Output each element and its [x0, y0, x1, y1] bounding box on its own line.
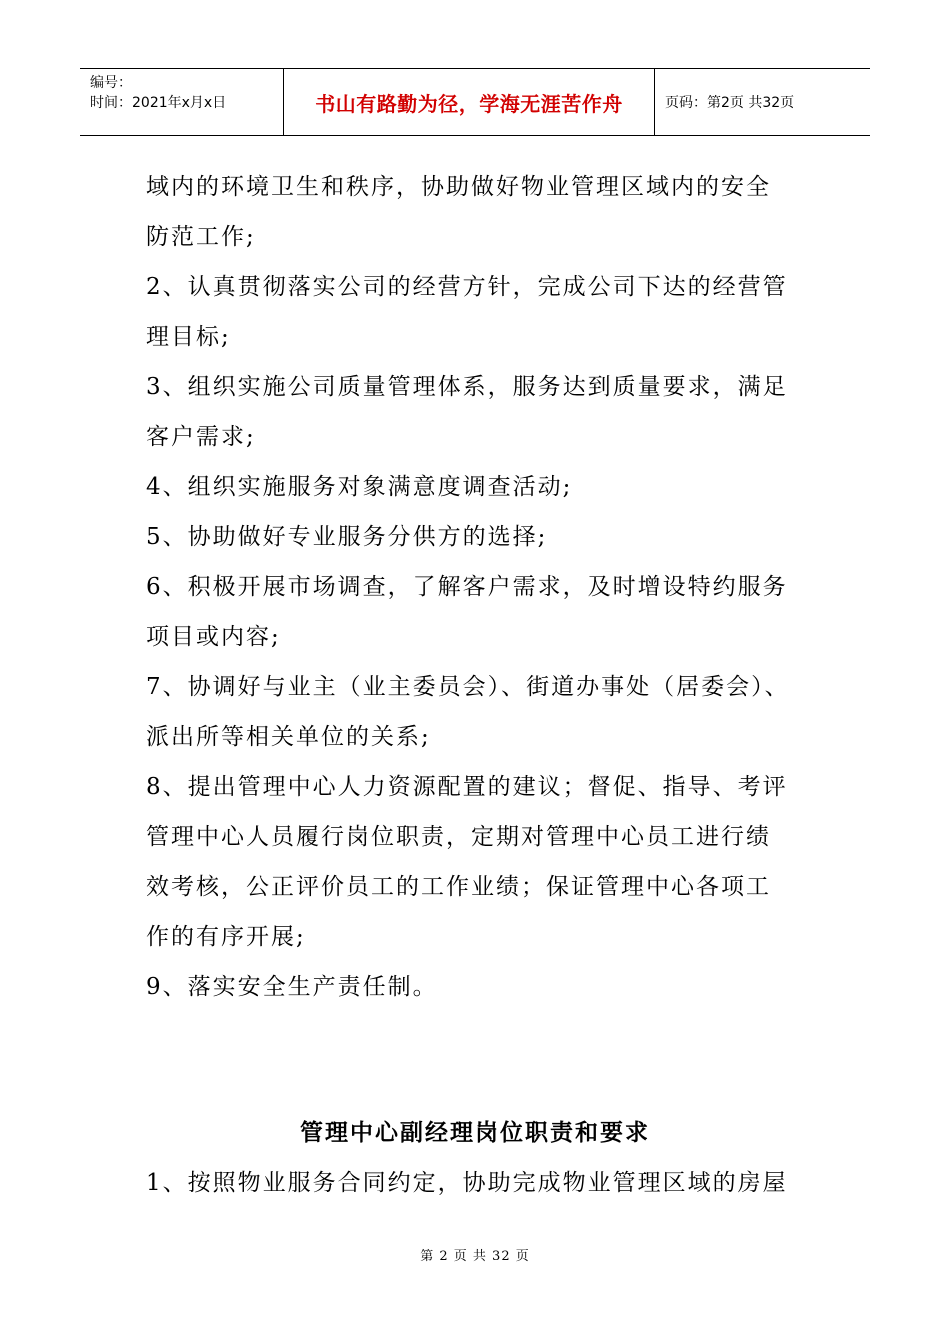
body-line: 7、协调好与业主（业主委员会）、街道办事处（居委会）、: [146, 674, 790, 700]
body-line: 2、认真贯彻落实公司的经营方针，完成公司下达的经营管: [146, 274, 788, 300]
body-line: 5、协助做好专业服务分供方的选择;: [146, 524, 548, 550]
body-line: 效考核，公正评价员工的工作业绩；保证管理中心各项工: [146, 874, 771, 900]
section-line: 1、按照物业服务合同约定，协助完成物业管理区域的房屋: [146, 1170, 788, 1196]
body-line: 管理中心人员履行岗位职责，定期对管理中心员工进行绩: [146, 824, 771, 850]
body-line: 防范工作;: [146, 224, 256, 250]
header-page-info-cell: [655, 69, 870, 135]
document-number-label: 编号：: [90, 75, 132, 91]
body-line: 客户需求;: [146, 424, 256, 450]
body-line: 6、积极开展市场调查，了解客户需求，及时增设特约服务: [146, 574, 788, 600]
section-paragraphs: [146, 1158, 826, 1208]
header-meta: [80, 69, 284, 135]
body-line: 项目或内容;: [146, 624, 281, 650]
body-line: 理目标;: [146, 324, 231, 350]
header-motto: 书山有路勤为径，学海无涯苦作舟: [315, 91, 623, 116]
body-line: 域内的环境卫生和秩序，协助做好物业管理区域内的安全: [146, 174, 771, 200]
body-line: 4、组织实施服务对象满意度调查活动;: [146, 474, 573, 500]
document-date: 时间：2021年x月x日: [90, 95, 227, 111]
header-page-info: 页码：第2页 共32页: [665, 95, 795, 111]
page-header: [80, 68, 870, 136]
body-line: 作的有序开展;: [146, 924, 306, 950]
body-line: 3、组织实施公司质量管理体系，服务达到质量要求，满足: [146, 374, 788, 400]
page-footer: 第 2 页 共 32 页: [420, 1249, 530, 1264]
body-line: 8、提出管理中心人力资源配置的建议；督促、指导、考评: [146, 774, 788, 800]
body-paragraphs: [146, 162, 826, 1012]
section-title: 管理中心副经理岗位职责和要求: [300, 1119, 650, 1146]
header-motto-cell: [284, 69, 655, 135]
body-line: 9、落实安全生产责任制。: [146, 974, 438, 1000]
body-line: 派出所等相关单位的关系;: [146, 724, 431, 750]
